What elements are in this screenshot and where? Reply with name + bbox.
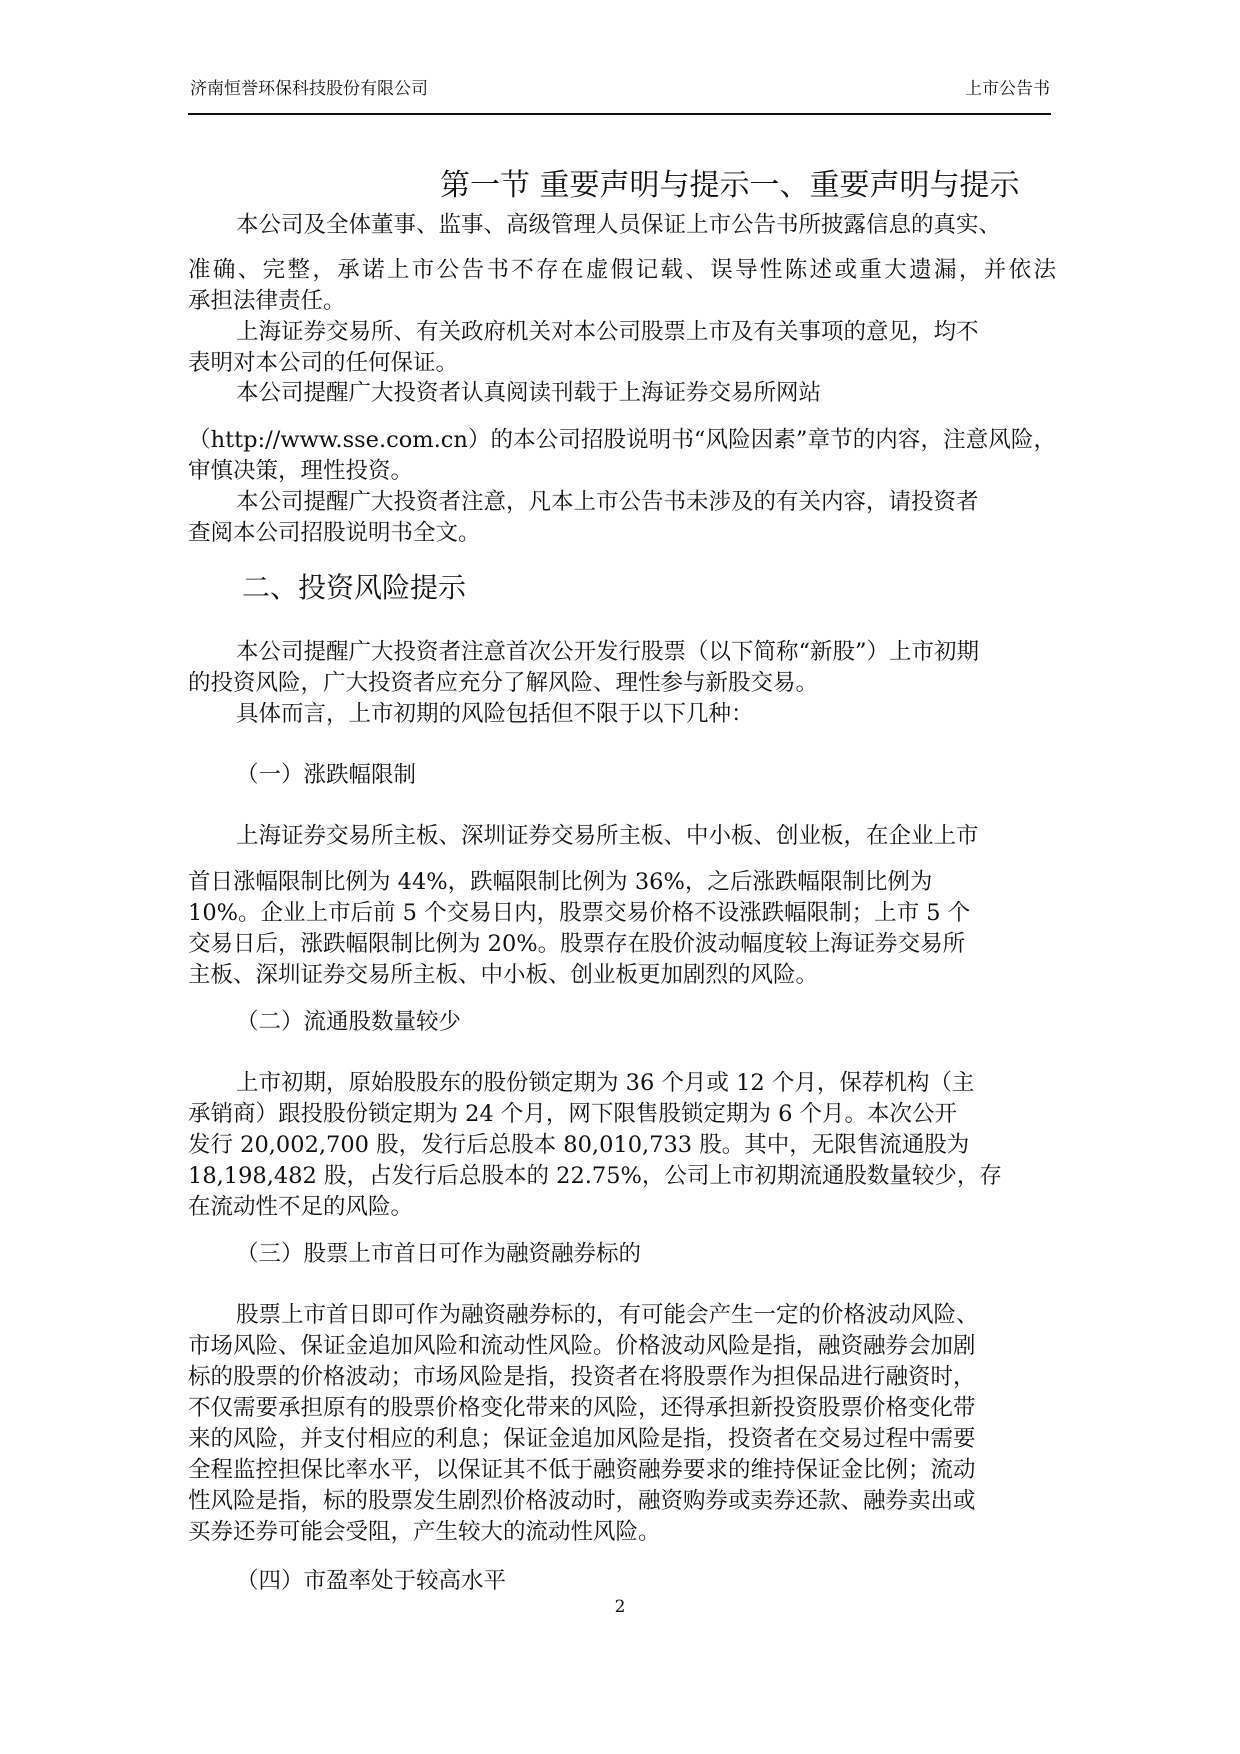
paragraph-line: 承销商）跟投股份锁定期为 24 个月，网下限售股锁定期为 6 个月。本次公开: [188, 1101, 958, 1127]
paragraph-line: 查阅本公司招股说明书全文。: [188, 520, 481, 546]
paragraph-line: 股票上市首日即可作为融资融券标的，有可能会产生一定的价格波动风险、: [236, 1302, 979, 1328]
subsection-heading: （二）流通股数量较少: [236, 1009, 462, 1035]
paragraph-line: 具体而言，上市初期的风险包括但不限于以下几种：: [236, 701, 754, 727]
paragraph-line: 的投资风险，广大投资者应充分了解风险、理性参与新股交易。: [188, 670, 819, 696]
paragraph-line: 性风险是指，标的股票发生剧烈价格波动时，融资购券或卖券还款、融券卖出或: [188, 1488, 976, 1514]
header-rule: [188, 113, 1051, 115]
paragraph-line: 审慎决策，理性投资。: [188, 458, 414, 484]
paragraph-line: 10%。企业上市后前 5 个交易日内，股票交易价格不设涨跌幅限制；上市 5 个: [188, 900, 971, 926]
paragraph-line: 上市初期，原始股股东的股份锁定期为 36 个月或 12 个月，保荐机构（主: [236, 1070, 975, 1096]
subsection-heading: （三）股票上市首日可作为融资融券标的: [236, 1241, 642, 1267]
paragraph-line: 本公司提醒广大投资者注意首次公开发行股票（以下简称“新股”）上市初期: [236, 639, 980, 665]
paragraph-line: 全程监控担保比率水平，以保证其不低于融资融券要求的维持保证金比例；流动: [188, 1457, 976, 1483]
paragraph-line: 首日涨幅限制比例为 44%，跌幅限制比例为 36%，之后涨跌幅限制比例为: [188, 869, 933, 895]
paragraph-line: 发行 20,002,700 股，发行后总股本 80,010,733 股。其中，无限售流通股为: [188, 1132, 970, 1158]
subsection-heading: （四）市盈率处于较高水平: [236, 1568, 507, 1594]
paragraph-line: 表明对本公司的任何保证。: [188, 350, 459, 376]
paragraph-line: 准确、完整，承诺上市公告书不存在虚假记载、误导性陈述或重大遗漏，并依法: [188, 257, 1056, 283]
paragraph-line: （http://www.sse.com.cn）的本公司招股说明书“风险因素”章节的内容，注意风险，: [188, 427, 1056, 453]
paragraph-line: 市场风险、保证金追加风险和流动性风险。价格波动风险是指，融资融券会加剧: [188, 1333, 976, 1359]
paragraph-line: 来的风险，并支付相应的利息；保证金追加风险是指，投资者在交易过程中需要: [188, 1426, 976, 1452]
paragraph-line: 买券还券可能会受阻，产生较大的流动性风险。: [188, 1519, 661, 1545]
paragraph-line: 标的股票的价格波动；市场风险是指，投资者在将股票作为担保品进行融资时，: [188, 1364, 976, 1390]
page-number: 2: [614, 1597, 626, 1617]
paragraph-line: 上海证券交易所、有关政府机关对本公司股票上市及有关事项的意见，均不: [236, 319, 979, 345]
paragraph-line: 不仅需要承担原有的股票价格变化带来的风险，还得承担新投资股票价格变化带: [188, 1395, 976, 1421]
subsection-heading: （一）涨跌幅限制: [236, 762, 417, 788]
section-heading: 二、投资风险提示: [242, 571, 467, 604]
section-title: 第一节 重要声明与提示一、重要声明与提示: [440, 168, 1020, 203]
paragraph-line: 本公司及全体董事、监事、高级管理人员保证上市公告书所披露信息的真实、: [236, 212, 1002, 238]
paragraph-line: 上海证券交易所主板、深圳证券交易所主板、中小板、创业板，在企业上市: [236, 823, 979, 849]
paragraph-line: 本公司提醒广大投资者注意，凡本上市公告书未涉及的有关内容，请投资者: [236, 489, 979, 515]
paragraph-line: 18,198,482 股，占发行后总股本的 22.75%，公司上市初期流通股数量较少，存: [188, 1163, 1002, 1189]
paragraph-line: 承担法律责任。: [188, 288, 346, 314]
paragraph-line: 交易日后，涨跌幅限制比例为 20%。股票存在股价波动幅度较上海证券交易所: [188, 931, 966, 957]
header-company: 济南恒誉环保科技股份有限公司: [190, 79, 428, 99]
paragraph-line: 主板、深圳证券交易所主板、中小板、创业板更加剧烈的风险。: [188, 962, 819, 988]
header-doc-type: 上市公告书: [965, 79, 1050, 99]
paragraph-line: 在流动性不足的风险。: [188, 1194, 414, 1220]
paragraph-line: 本公司提醒广大投资者认真阅读刊载于上海证券交易所网站: [236, 380, 822, 406]
